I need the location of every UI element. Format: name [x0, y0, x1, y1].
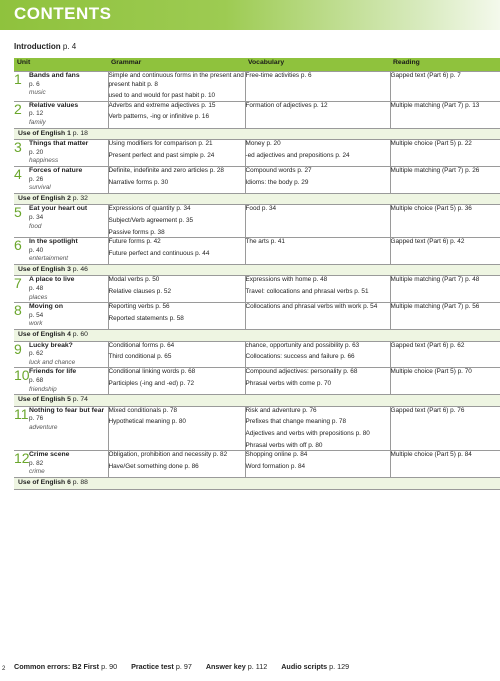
use-of-english-row	[14, 264, 500, 276]
unit-cell	[14, 140, 108, 167]
unit-theme: adventure	[29, 423, 58, 431]
vocabulary-item: Shopping online p. 84	[245, 451, 308, 459]
use-of-english-page: p. 32	[72, 194, 88, 202]
unit-page: p. 34	[29, 213, 44, 221]
unit-title: Friends for life	[29, 368, 77, 376]
unit-theme: happiness	[29, 157, 59, 165]
unit-title: A place to live	[29, 276, 75, 284]
unit-info	[29, 451, 108, 477]
use-of-english-cell	[14, 264, 500, 276]
use-of-english-label: Use of English 6	[18, 478, 71, 486]
unit-cell	[14, 451, 108, 478]
unit-page: p. 40	[29, 246, 44, 254]
unit-info	[29, 303, 108, 329]
unit-title: In the spotlight	[29, 238, 78, 246]
unit-cell	[14, 303, 108, 330]
unit-cell	[14, 205, 108, 238]
grammar-item: used to and would for past habit p. 10	[108, 92, 216, 100]
unit-theme: family	[29, 118, 46, 126]
unit-theme: friendship	[29, 385, 57, 393]
vocabulary-cell	[245, 72, 390, 102]
unit-info	[29, 407, 108, 433]
reading-cell	[390, 72, 500, 102]
introduction-label: Introduction	[14, 42, 61, 51]
vocabulary-cell	[245, 368, 390, 395]
unit-row	[14, 341, 500, 368]
use-of-english-cell	[14, 330, 500, 342]
unit-wrap	[14, 303, 108, 329]
vocabulary-item: Compound adjectives: personality p. 68	[245, 368, 358, 376]
unit-title: Nothing to fear but fear	[29, 406, 105, 414]
unit-row	[14, 140, 500, 167]
vocabulary-item: Phrasal verbs with off p. 80	[245, 441, 323, 449]
unit-cell	[14, 406, 108, 450]
grammar-item: Adverbs and extreme adjectives p. 15	[108, 101, 216, 109]
unit-wrap	[14, 451, 108, 477]
use-of-english-cell	[14, 128, 500, 140]
grammar-item: Using modifiers for comparison p. 21	[108, 140, 213, 148]
vocabulary-item: Word formation p. 84	[245, 462, 306, 470]
vocabulary-cell	[245, 205, 390, 238]
unit-page: p. 48	[29, 285, 44, 293]
unit-row	[14, 303, 500, 330]
use-of-english-page: p. 18	[72, 129, 88, 137]
unit-title: Moving on	[29, 303, 63, 311]
grammar-item: Participles (-ing and -ed) p. 72	[108, 380, 195, 387]
unit-cell	[14, 101, 108, 128]
grammar-item: Modal verbs p. 50	[108, 276, 160, 284]
grammar-item: Future perfect and continuous p. 44	[108, 249, 210, 257]
grammar-item: Expressions of quantity p. 34	[108, 205, 191, 213]
grammar-item: Reported statements p. 58	[108, 314, 184, 322]
vocabulary-item: Compound words p. 27	[245, 166, 312, 174]
back-matter-label: Practice test	[131, 662, 174, 671]
use-of-english-label: Use of English 3	[18, 265, 71, 273]
unit-row	[14, 368, 500, 395]
unit-wrap	[14, 407, 108, 433]
unit-row	[14, 205, 500, 238]
vocabulary-item: Idioms: the body p. 29	[245, 178, 309, 186]
unit-info	[29, 140, 108, 166]
use-of-english-label: Use of English 1	[18, 129, 71, 137]
use-of-english-page: p. 74	[72, 396, 88, 404]
unit-page: p. 12	[29, 110, 44, 118]
reading-item: Multiple matching (Part 7) p. 26	[390, 166, 480, 174]
grammar-item: Hypothetical meaning p. 80	[108, 418, 186, 426]
grammar-item: Reporting verbs p. 56	[108, 303, 170, 311]
vocabulary-cell	[245, 140, 390, 167]
unit-wrap	[14, 167, 108, 193]
reading-item: Gapped text (Part 6) p. 76	[390, 406, 465, 414]
back-matter-page: p. 90	[101, 662, 118, 671]
unit-number: 9	[14, 340, 22, 357]
grammar-item: Narrative forms p. 30	[108, 178, 169, 186]
back-matter-label: Answer key	[205, 662, 246, 671]
unit-info	[29, 342, 108, 368]
unit-info	[29, 276, 108, 302]
grammar-cell	[108, 406, 245, 450]
grammar-item: Have/Get something done p. 86	[108, 462, 199, 470]
introduction-entry	[14, 42, 76, 51]
reading-cell	[390, 140, 500, 167]
unit-cell	[14, 276, 108, 303]
grammar-item: Definite, indefinite and zero articles p. 28	[108, 166, 224, 174]
vocabulary-item: Free-time activities p. 6	[245, 72, 312, 79]
unit-title: Eat your heart out	[29, 205, 88, 213]
unit-info	[29, 205, 108, 231]
unit-wrap	[14, 368, 108, 394]
reading-item: Multiple choice (Part 5) p. 84	[390, 451, 472, 459]
vocabulary-item: Expressions with home p. 48	[245, 276, 328, 284]
reading-cell	[390, 406, 500, 450]
unit-row	[14, 166, 500, 193]
grammar-cell	[108, 276, 245, 303]
grammar-cell	[108, 238, 245, 265]
unit-page: p. 54	[29, 311, 44, 319]
unit-cell	[14, 238, 108, 265]
use-of-english-row	[14, 395, 500, 407]
unit-title: Relative values	[29, 101, 79, 109]
unit-number: 5	[14, 204, 22, 221]
back-matter-label: Common errors: B2 First	[14, 662, 100, 671]
unit-theme: crime	[29, 468, 45, 476]
reading-item: Multiple choice (Part 5) p. 22	[390, 140, 472, 148]
reading-item: Multiple choice (Part 5) p. 70	[390, 368, 472, 376]
header-unit: Unit	[14, 58, 108, 72]
reading-cell	[390, 368, 500, 395]
grammar-item: Simple and continuous forms in the present and present habit p. 8	[108, 72, 244, 88]
back-matter-item	[14, 662, 117, 671]
unit-row	[14, 238, 500, 265]
vocabulary-item: chance, opportunity and possibility p. 63	[245, 341, 360, 349]
vocabulary-item: Travel: collocations and phrasal verbs p. 51	[245, 288, 369, 296]
unit-number: 10	[14, 367, 30, 384]
unit-page: p. 20	[29, 148, 44, 156]
page-title: CONTENTS	[14, 4, 112, 23]
unit-theme: luck and chance	[29, 358, 76, 366]
back-matter-item	[206, 662, 267, 671]
unit-number: 3	[14, 139, 22, 156]
vocabulary-cell	[245, 276, 390, 303]
reading-cell	[390, 166, 500, 193]
use-of-english-page: p. 60	[72, 331, 88, 339]
unit-number: 12	[14, 450, 30, 467]
grammar-cell	[108, 205, 245, 238]
vocabulary-item: Food p. 34	[245, 205, 277, 213]
unit-info	[29, 167, 108, 193]
unit-info	[29, 72, 108, 98]
grammar-cell	[108, 303, 245, 330]
unit-info	[29, 102, 108, 128]
unit-number: 2	[14, 100, 22, 117]
back-matter-item	[281, 662, 349, 671]
vocabulary-item: Collocations and phrasal verbs with work p. 54	[245, 303, 378, 311]
grammar-item: Obligation, prohibition and necessity p. 82	[108, 451, 228, 459]
grammar-item: Future forms p. 42	[108, 238, 161, 246]
reading-cell	[390, 341, 500, 368]
unit-row	[14, 72, 500, 102]
grammar-cell	[108, 341, 245, 368]
reading-item: Multiple choice (Part 5) p. 36	[390, 205, 472, 213]
grammar-item: Mixed conditionals p. 78	[108, 406, 178, 414]
vocabulary-item: Adjectives and verbs with prepositions p. 80	[245, 429, 370, 437]
unit-page: p. 6	[29, 80, 40, 88]
vocabulary-item: Phrasal verbs with come p. 70	[245, 380, 332, 387]
reading-item: Multiple matching (Part 7) p. 48	[390, 276, 480, 284]
vocabulary-cell	[245, 451, 390, 478]
unit-wrap	[14, 205, 108, 231]
grammar-item: Relative clauses p. 52	[108, 288, 172, 296]
vocabulary-item: The arts p. 41	[245, 238, 285, 246]
unit-title: Lucky break?	[29, 341, 73, 349]
introduction-page: p. 4	[62, 42, 77, 51]
unit-title: Forces of nature	[29, 166, 83, 174]
reading-cell	[390, 451, 500, 478]
header-grammar: Grammar	[108, 58, 245, 72]
use-of-english-label: Use of English 4	[18, 331, 71, 339]
unit-number: 7	[14, 275, 22, 292]
vocabulary-cell	[245, 303, 390, 330]
unit-number: 11	[14, 405, 29, 422]
unit-title: Bands and fans	[29, 72, 80, 79]
unit-wrap	[14, 238, 108, 264]
use-of-english-row	[14, 128, 500, 140]
back-matter-item	[131, 662, 192, 671]
unit-row	[14, 276, 500, 303]
vocabulary-cell	[245, 101, 390, 128]
grammar-item: Passive forms p. 38	[108, 228, 165, 236]
grammar-item: Conditional linking words p. 68	[108, 368, 196, 376]
unit-page: p. 26	[29, 175, 44, 183]
unit-theme: work	[29, 320, 43, 328]
unit-info	[29, 368, 108, 394]
back-matter-label: Audio scripts	[281, 662, 328, 671]
unit-theme: entertainment	[29, 255, 69, 263]
unit-page: p. 82	[29, 459, 44, 467]
back-matter-page: p. 129	[329, 662, 350, 671]
back-matter-page: p. 112	[247, 662, 268, 671]
unit-cell	[14, 368, 108, 395]
reading-cell	[390, 205, 500, 238]
vocabulary-cell	[245, 341, 390, 368]
reading-item: Gapped text (Part 6) p. 7	[390, 72, 461, 79]
unit-row	[14, 406, 500, 450]
unit-row	[14, 101, 500, 128]
contents-banner	[0, 0, 500, 30]
header-reading: Reading	[390, 58, 500, 72]
unit-wrap	[14, 140, 108, 166]
unit-theme: food	[29, 222, 42, 230]
page-number: 2	[2, 666, 6, 672]
grammar-cell	[108, 72, 245, 102]
grammar-item: Conditional forms p. 64	[108, 341, 175, 349]
grammar-item: Subject/Verb agreement p. 35	[108, 216, 194, 224]
back-matter-page: p. 97	[175, 662, 192, 671]
use-of-english-page: p. 46	[72, 265, 88, 273]
unit-theme: places	[29, 293, 48, 301]
unit-theme: music	[29, 89, 46, 97]
unit-theme: survival	[29, 184, 51, 192]
vocabulary-item: -ed adjectives and prepositions p. 24	[245, 151, 350, 159]
reading-cell	[390, 303, 500, 330]
use-of-english-cell	[14, 193, 500, 205]
use-of-english-cell	[14, 477, 500, 489]
vocabulary-item: Money p. 20	[245, 140, 281, 148]
unit-title: Things that matter	[29, 140, 89, 148]
vocabulary-item: Formation of adjectives p. 12	[245, 101, 328, 109]
use-of-english-page: p. 88	[72, 478, 88, 486]
unit-wrap	[14, 72, 108, 98]
unit-cell	[14, 166, 108, 193]
grammar-cell	[108, 166, 245, 193]
grammar-cell	[108, 101, 245, 128]
vocabulary-item: Prefixes that change meaning p. 78	[245, 418, 347, 426]
reading-item: Multiple matching (Part 7) p. 13	[390, 101, 480, 109]
unit-page: p. 68	[29, 377, 44, 384]
reading-cell	[390, 276, 500, 303]
grammar-cell	[108, 451, 245, 478]
unit-info	[29, 238, 108, 264]
reading-item: Gapped text (Part 6) p. 62	[390, 341, 465, 349]
use-of-english-row	[14, 477, 500, 489]
table-header-row	[14, 58, 500, 72]
vocabulary-cell	[245, 166, 390, 193]
unit-number: 6	[14, 237, 22, 254]
header-vocabulary: Vocabulary	[245, 58, 390, 72]
unit-number: 1	[14, 71, 22, 87]
unit-cell	[14, 341, 108, 368]
unit-number: 4	[14, 165, 22, 182]
contents-table	[14, 58, 500, 490]
unit-title: Crime scene	[29, 451, 70, 459]
grammar-item: Present perfect and past simple p. 24	[108, 151, 215, 159]
use-of-english-label: Use of English 5	[18, 396, 71, 404]
unit-cell	[14, 72, 108, 102]
use-of-english-row	[14, 330, 500, 342]
grammar-item: Third conditional p. 65	[108, 353, 172, 361]
unit-row	[14, 451, 500, 478]
unit-number: 8	[14, 302, 22, 319]
reading-item: Multiple matching (Part 7) p. 56	[390, 303, 480, 311]
reading-item: Gapped text (Part 6) p. 42	[390, 238, 465, 246]
use-of-english-cell	[14, 395, 500, 407]
vocabulary-item: Risk and adventure p. 76	[245, 406, 317, 414]
vocabulary-item: Collocations: success and failure p. 66	[245, 353, 355, 361]
vocabulary-cell	[245, 406, 390, 450]
grammar-cell	[108, 368, 245, 395]
use-of-english-label: Use of English 2	[18, 194, 71, 202]
unit-page: p. 62	[29, 350, 44, 358]
back-matter-line	[14, 662, 363, 671]
unit-page: p. 76	[29, 415, 44, 423]
vocabulary-cell	[245, 238, 390, 265]
use-of-english-row	[14, 193, 500, 205]
reading-cell	[390, 101, 500, 128]
unit-wrap	[14, 102, 108, 128]
reading-cell	[390, 238, 500, 265]
contents-body	[14, 72, 500, 490]
grammar-item: Verb patterns, -ing or infinitive p. 16	[108, 113, 210, 121]
unit-wrap	[14, 342, 108, 368]
grammar-cell	[108, 140, 245, 167]
unit-wrap	[14, 276, 108, 302]
